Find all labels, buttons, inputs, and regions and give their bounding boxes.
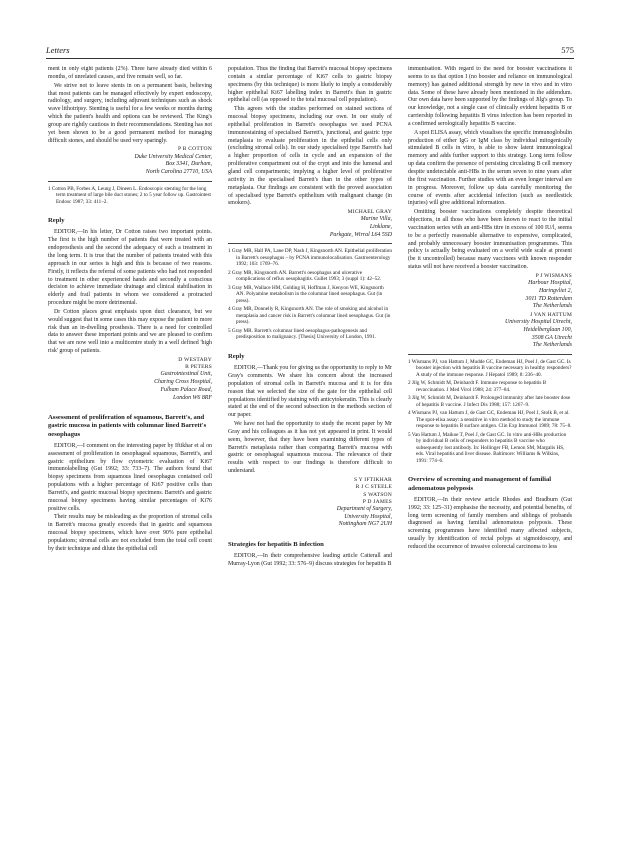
paragraph: A spot ELISA assay, which visualises the specific immunoglobulin production of either IgG or IgM class by individual mitogenically stimulated B cells in vitro, is able to show latent immunological memory and adds further support to this strategy. Long term follow up data confirm the presence of persisting circulating B cell memory despite undetectable anti-HBs in the serum seven to nine years after the first vaccination. Further studies with an even longer interval are in progress. Moreover, follow up data carefully monitoring the course of events after accidental infection (such as needlestick injuries) will give additional information. <box>408 129 572 207</box>
reference-item: 2 Jilg W, Schmidt M, Deinhardt F. Immune response to hepatitis B revaccination. J Med Virol 1988; 24: 377–84. <box>408 380 547 393</box>
affiliation-line: The Netherlands <box>532 303 572 310</box>
paragraph: EDITOR,—In their review article Rhodes and Bradburn (Gut 1992; 33: 125–31) emphasise the necessity, and potential benefits, of long term screening of family members and siblings of probands diagnosed as having familial adenomatous polyposis. These screening programmes have identified many affected subjects, usually by identification of rectal polyps at sigmoidoscopy, and reduced the occurrence of invasive colorectal carcinoma to less <box>408 496 572 550</box>
reference-item: 4 Gray MR, Donnelly R, Kingsnorth AN. The role of smoking and alcohol in metaplasia and cancer risk in Barrett's columnar lined oesophagus. Gut (in press). <box>228 306 391 326</box>
signature-block <box>228 209 392 239</box>
signature-block <box>48 146 212 176</box>
reference-item: 3 Gray MR, Wallace HM, Golding H, Hoffman J, Kenyon WE, Kingsnorth AN. Polyamine metabolism in the columnar lined oesophagus. Gut (in press). <box>228 284 384 304</box>
author-name: D WESTABY <box>178 356 212 363</box>
author-name: J VAN HATTUM <box>530 311 572 318</box>
signature-block <box>408 273 572 311</box>
reference-item: 1 Wismans PJ, van Hattum J, Mudde GC, Endeman HJ, Poel J, de Gast GC. Is booster injection with hepatitis B vaccine necessary in healthy responders? A study of the immune response. J Hepatol 1989; 8: 236–40. <box>408 358 572 378</box>
affiliation-line: University Hospital, <box>344 513 392 520</box>
author-name: P D JAMES <box>362 498 392 505</box>
affiliation-line: Heidelberglaan 100, <box>523 326 572 333</box>
reference-item: 3 Jilg W, Schmidt M, Deinhardt F. Prolonged immunity after late booster dose of hepatitis B vaccine. J Infect Dis 1988; 157: 1267–9. <box>408 395 571 408</box>
signature-block <box>408 312 572 350</box>
affiliation-line: Box 3341, Durham, <box>165 161 212 168</box>
paragraph: EDITOR,—I comment on the interesting paper by Iftikhar et al on assessment of proliferation in oesophageal squamous, Barrett's, and gastric epithelium by flow cytometric evaluation of Ki67 immunolabelling (Gut 1992; 33: 733–7). The authors found that biopsy specimens from squamous lined oesophagus contained cell populations with a higher percentage of Ki67 positive cells than Barrett's, and gastric mucosal biopsy specimens. Barrett's and gastric mucosal biopsy specimens having similar percentages of Ki76 positive cells. <box>48 442 212 512</box>
reference-rule <box>408 354 572 355</box>
reference-item: 5 Gray MR. Barrett's columnar lined oesophagus-pathogenesis and predisposition to malignancy. [Thesis] University of London, 1991. <box>228 327 376 341</box>
paragraph: ment in only eight patients (2%). Three have already died within 6 months, of unrelated causes, and five remain well, so far. <box>48 66 212 80</box>
reference-item: 1 Cotton PB, Forbes A, Leung J, Dineen L. Endoscopic stenting for the long term treatment of large bile duct stones; 2 to 5 year follow up. Gastrointest Endosc 1987; 33: 411–2. <box>48 185 211 205</box>
paragraph: immunisation. With regard to the need for booster vaccinations it seems to us that option I (no booster and reliance on immunological memory) has gained additional strength by new in vivo and in vitro data. Some of these have already been mentioned in the addendum. Our own data have been supported by the findings of Jilg's group. To our knowledge, not a single case of clinically evident hepatitis B or carriership following hepatitis B virus infection has been reported in a confirmed serologically hepatitis B vaccine. <box>408 66 572 127</box>
reference-item: 5 Van Hattum J, Maikoe T, Poel J, de Gast GC. In vitro anti-HBs production by individual B cells of responders to hepatitis B vaccine who subsequently lost antibody. In: Hollinger FB, Lemon SM, Margalis HS, eds. Viral hepatitis and liver disease. Baltimore: Williams & Wilkins, 1991: 774–6. <box>408 431 567 464</box>
header-rule <box>46 58 574 59</box>
reference-item: 1 Gray MR, Hall PA, Lane DP, Nash J, Kingsnorth AN. Epithelial proliferation in Barrett's oesophagus – by PCNA immunolocalisation. Gastroenterology 1992; 103: 1769–76. <box>228 248 392 268</box>
affiliation-line: Duke University Medical Center, <box>134 153 212 160</box>
column-2 <box>228 66 392 826</box>
affiliation-line: Gastrointestinal Unit, <box>160 371 212 378</box>
affiliation-line: 3011 TD Rotterdam <box>525 295 572 302</box>
affiliation-line: North Carolina 27710, USA <box>145 169 212 176</box>
affiliation-line: Linklane, <box>369 224 392 231</box>
affiliation-line: Nottingham NG7 2UH <box>338 521 392 528</box>
reference-rule <box>48 181 212 182</box>
paragraph: EDITOR,—In their comprehensive leading article Catterall and Murray-Lyon (Gut 1992; 33: 576–9) discuss strategies for hepatitis B <box>228 553 392 568</box>
author-name: R J C STEELE <box>355 484 392 491</box>
author-name: P J WISMANS <box>535 272 572 279</box>
affiliation-line: Fulham Palace Road, <box>160 386 212 393</box>
affiliation-line: Charing Cross Hospital, <box>154 379 212 386</box>
reference-item: 4 Wismans PJ, van Hattum J, de Gast GC, Endeman HJ, Poel J, Stolk B, et al. The spot-elisa assay: a sensitive in vitro method to study the immune response to hepatitis B surface antigen. Clin Exp Immunol 1989; 78: 75–8. <box>408 410 572 430</box>
signature-block <box>228 477 392 529</box>
author-name: R PETERS <box>185 364 212 371</box>
letter-heading: Assessment of proliferation of squamous, Barrett's, and gastric mucosa in patients with columnar lined Barrett's oesophagus <box>48 414 207 438</box>
paragraph: population. Thus the finding that Barrett's mucosal biopsy specimens contain a similar percentage of Ki67 cells to gastric biopsy specimens (by this technique) is more likely to imply a considerably higher epithelial Ki67 labelling index in Barrett's than in gastric epithelial cell (as opposed to the total mucosal cell population). <box>228 66 392 104</box>
paragraph: Their results may be misleading as the proportion of stromal cells in Barrett's mucosa greatly exceeds that in gastric and squamous mucosal biopsy specimens, which have over 90% pure epithelial populations; stromal cells are not excluded from the total cell count by their technique and dilute the epithelial cell <box>48 514 212 552</box>
paragraph: This agrees with the studies performed on stained sections of mucosal biopsy specimens, including our own. In our study of epithelial proliferation in Barrett's oesophagus we used PCNA immunostaining of specialised Barrett's, junctional, and gastric type metaplasia to evaluate proliferation in the epithelial cells only (excluding stromal cells). In our study specialised type Barrett's had a higher proportion of cells in cycle and an expansion of the proliferative compartment out of the crypt and into the lumenal and gland cell compartments; implying a higher level of proliferative activity in the specialised Barrett's than in the other types of metaplasia. Our findings are consistent with the proved association of specialised type Barrett's epithelium with malignant change (in smokers). <box>228 106 392 207</box>
affiliation-line: Harbour Hospital, <box>528 280 572 287</box>
paragraph: EDITOR,—Thank you for giving us the opportunity to reply to Mr Gray's comments. We share his concern about the increased population of stromal cells in Barrett's mucosa and it is for this reason that we selected the size of the gate for the epithelial cell populations identified by staining with anticytokeratin. This is clearly stated at the end of the second subsection in the methods section of our paper. <box>228 365 392 419</box>
letter-heading: Overview of screening and management of familial adenomatous polyposis <box>408 476 552 492</box>
paragraph: EDITOR,—In his letter, Dr Cotton raises two important points. The first is the high number of patients that were treated with an endoprosthesis and the second the adequacy of such a treatment in the long term. It is true that the number of patients treated with this approach in our series is high and this is because of two reasons. Firstly, it reflects the referral of some patients who had not responded to treatment in other experienced hands and secondly a conscious decision to achieve immediate drainage and clinical stabilisation in elderly and frail patients in whom we considered a protracted procedure might be more detrimental. <box>48 229 212 307</box>
affiliation-line: Parkgate, Wirral L64 5SD <box>329 231 392 238</box>
column-1 <box>48 66 212 826</box>
reference-list <box>408 359 572 465</box>
affiliation-line: 3508 GA Utrecht <box>531 334 572 341</box>
paragraph: Omitting booster vaccinations completely despite theoretical objections, in all those who have been known to react to the initial vaccination series with an anti-HBs titre in excess of 100 IU/l, seems to be a perfectly reasonable alternative to expensive, complicated, and probably unnecessary booster immunisation programmes. This policy is actually being evaluated on a world wide scale at present (be it uncontrolled) because many vaccinees with known responder status will not have received a booster vaccination. <box>408 209 572 271</box>
paragraph: We strive not to leave stents in on a permanent basis, believing that most patients can be managed effectively by expert endoscopy, radiology, and surgery, including adjuvant techniques such as shock wave lithotripsy. Stenting is useful for a few weeks or months during which the patient's health and options can be reviewed. The King's group are rightly cautious in their recommendations. Stenting has not yet been shown to be a good permanent method for managing difficult stones, and should be used very sparingly. <box>48 82 212 144</box>
reference-item: 2 Gray MR, Kingsnorth AN. Barrett's oesophagus and ulcerative complications of reflux oesophagitis. Gullet 1993; 3 (suppl 1): 42–52. <box>228 269 382 283</box>
letter-heading: Strategies for hepatitis B infection <box>228 541 324 549</box>
affiliation-line: The Netherlands <box>532 342 572 349</box>
paragraph: Dr Cotton places great emphasis upon duct clearance, but we would suggest that in some cases this may expose the patient to more risk than an in-dwelling prosthesis. There is a need for controlled data to answer these important points and we are pleased to confirm that we are now well into a multicentre study in a well defined 'high risk' group of patients. <box>48 308 212 355</box>
column-3 <box>408 66 572 826</box>
reply-heading: Reply <box>228 352 245 360</box>
author-name: MICHAEL GRAY <box>347 209 392 216</box>
affiliation-line: University Hospital Utrecht, <box>504 319 572 326</box>
affiliation-line: Marine Villa, <box>360 216 392 223</box>
author-name: S Y IFTIKHAR <box>353 477 392 484</box>
reply-heading: Reply <box>48 217 65 225</box>
page-number: 575 <box>561 45 574 55</box>
running-header-section: Letters <box>46 45 70 55</box>
reference-list <box>48 186 212 206</box>
affiliation-line: Department of Surgery, <box>336 506 392 513</box>
reference-rule <box>228 243 392 244</box>
reference-list <box>228 248 392 341</box>
paragraph: We have not had the opportunity to study the recent paper by Mr Gray and his colleagues as it has not yet appeared in print. It would seem, however, that they have been examining different types of Barrett's metaplasia rather than comparing Barrett's mucosa with gastric or oesophageal squamous mucosa. The relevance of their results with respect to our findings is therefore difficult to understand. <box>228 421 392 475</box>
author-name: S WATSON <box>363 491 392 498</box>
affiliation-line: Haringvliet 2, <box>538 287 572 294</box>
author-name: P B COTTON <box>177 146 212 153</box>
signature-block <box>48 357 212 402</box>
affiliation-line: London W6 8RF <box>173 394 212 401</box>
